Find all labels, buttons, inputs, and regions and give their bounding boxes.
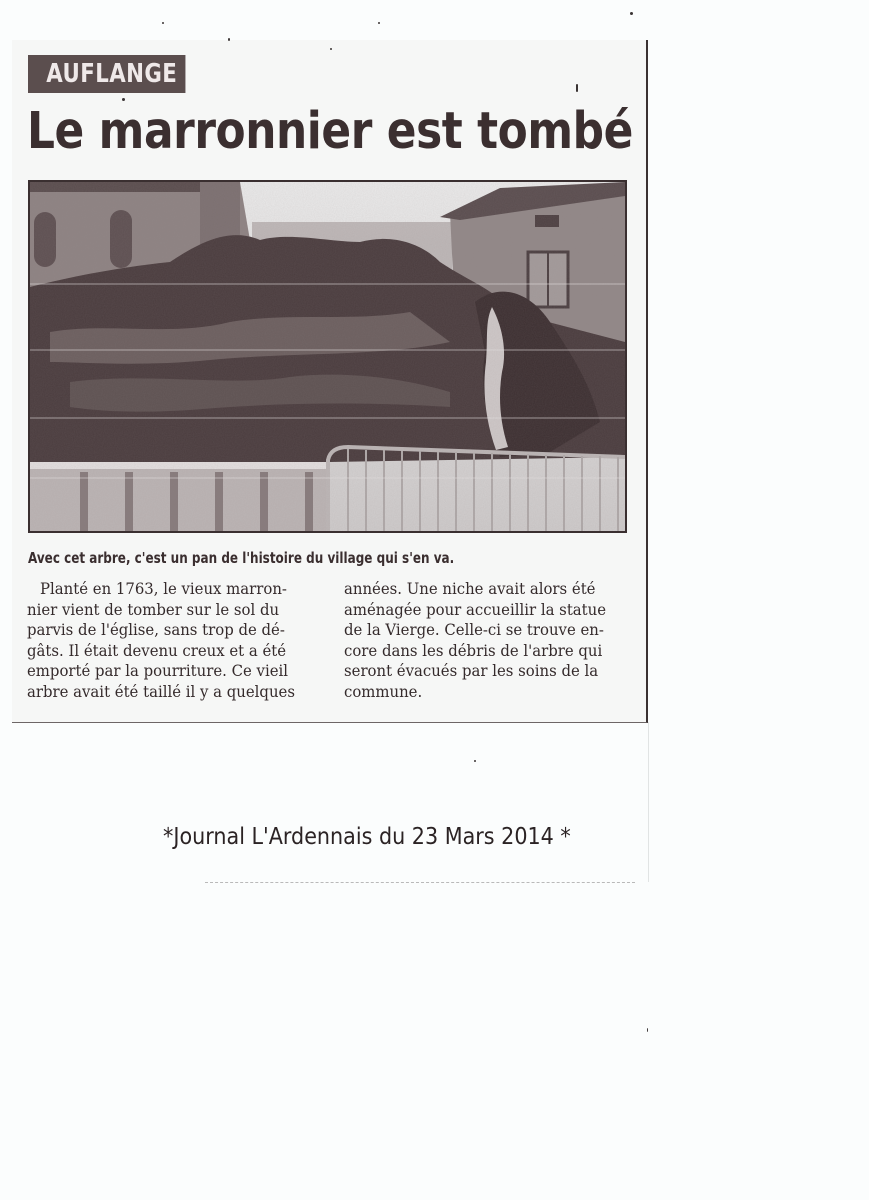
body-line: commune.	[344, 681, 423, 701]
body-column-right	[344, 579, 606, 703]
scan-speck	[162, 22, 164, 24]
body-column-left	[27, 579, 295, 703]
body-line: années. Une niche avait alors été	[344, 579, 596, 598]
body-line: gâts. Il était devenu creux et a été	[27, 640, 287, 660]
body-line: de la Vierge. Celle-ci se trouve en-	[344, 620, 604, 640]
section-kicker	[28, 55, 185, 93]
scan-speck	[474, 760, 476, 762]
scan-edge-divider	[648, 722, 649, 882]
kicker-label: AUFLANGE	[46, 59, 178, 89]
scan-speck	[330, 48, 332, 50]
scan-speck	[647, 1028, 648, 1032]
body-line: emporté par la pourriture. Ce vieil	[27, 661, 289, 681]
body-line: nier vient de tomber sur le sol du	[27, 599, 280, 619]
fallen-tree-photo-illustration	[30, 182, 625, 531]
body-line: aménagée pour accueillir la statue	[344, 599, 607, 619]
source-note: *Journal L'Ardennais du 23 Mars 2014 *	[163, 824, 571, 850]
scan-speck	[630, 12, 633, 15]
scan-speck	[122, 98, 125, 101]
body-line: arbre avait été taillé il y a quelques	[27, 681, 295, 701]
body-line: core dans les débris de l'arbre qui	[344, 640, 603, 660]
body-line: parvis de l'église, sans trop de dé-	[27, 620, 285, 640]
article-headline: Le marronnier est tombé	[27, 102, 633, 161]
scan-speck	[378, 22, 380, 24]
scan-edge-divider	[205, 882, 635, 883]
photo-caption: Avec cet arbre, c'est un pan de l'histoire du village qui s'en va.	[28, 549, 455, 567]
scan-speck	[228, 38, 230, 41]
body-line: seront évacués par les soins de la	[344, 661, 599, 681]
scan-speck	[576, 84, 578, 92]
body-line: Planté en 1763, le vieux marron-	[40, 579, 287, 598]
article-photo	[28, 180, 627, 533]
